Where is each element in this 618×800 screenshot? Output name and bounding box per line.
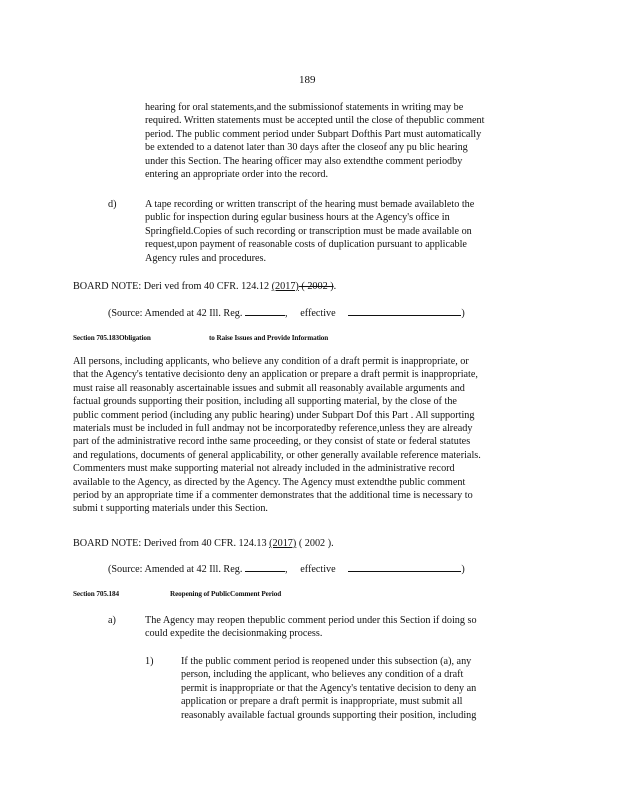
source-1-close: )	[461, 308, 465, 319]
text-line: part of the administrative record inthe same proceeding, or they consist of state or federal statutes	[73, 436, 471, 448]
text-line: must raise all reasonably ascertainable issues and submit all reasonably available arguments and	[73, 382, 465, 394]
item-d-paragraph	[145, 198, 535, 265]
source-2-comma: ,	[284, 564, 288, 575]
text-line: factual grounds supporting their position, including all supporting material, by the close of the	[73, 396, 457, 408]
source-1-comma: ,	[284, 308, 288, 319]
text-line: public comment period (including any public hearing) under Subpart Dof this Part . All supporting	[73, 409, 475, 421]
board-note-2	[73, 537, 334, 550]
text-line: and regulations, documents of general applicability, or other generally available reference materials.	[73, 449, 481, 461]
source-1-effective: effective	[300, 308, 336, 319]
text-line: permit is inappropriate or that the Agency's tentative decision to deny an	[181, 682, 477, 694]
source-2-close: )	[461, 564, 465, 575]
text-line: available to the Agency, as directed by the Agency. The Agency must extendthe public comment	[73, 476, 466, 488]
board-note-2-period: .	[331, 538, 334, 549]
text-line: Springfield.Copies of such recording or transcription must be made available on	[145, 225, 472, 237]
text-line: public for inspection during egular business hours at the Agency's office in	[145, 212, 450, 224]
item-a-paragraph	[145, 614, 535, 641]
text-line: Agency rules and procedures.	[145, 252, 267, 264]
text-line: entering an appropriate order into the record.	[145, 169, 329, 181]
source-2-text: (Source: Amended at 42 Ill. Reg.	[108, 564, 243, 575]
item-d-label: d)	[108, 199, 117, 210]
item-1-paragraph	[181, 655, 531, 722]
board-note-2-text: BOARD NOTE: Derived from 40 CFR. 124.13	[73, 538, 270, 549]
source-1-reg-blank	[245, 306, 285, 316]
text-line: be extended to a datenot later than 30 days after the closeof any pu blic hearing	[145, 142, 468, 154]
text-line: hearing for oral statements,and the submissionof statements in writing may be	[145, 102, 464, 113]
section-184-title: Reopening of PublicComment Period	[170, 590, 282, 598]
section-183-title: to Raise Issues and Provide Information	[209, 334, 329, 342]
source-2-effective: effective	[300, 564, 336, 575]
source-2-reg-blank	[245, 562, 285, 572]
source-2-date-blank	[348, 562, 461, 572]
board-note-1-deleted: ( 2002 )	[298, 281, 334, 292]
item-a-label: a)	[108, 615, 116, 626]
text-line: reasonably available factual grounds supporting their position, including	[181, 709, 477, 721]
board-note-2-year: ( 2002 )	[296, 538, 332, 549]
text-line: A tape recording or written transcript of the hearing must bemade availableto the	[145, 199, 475, 210]
text-line: submi t supporting materials under this Section.	[73, 503, 268, 515]
text-line: All persons, including applicants, who believe any condition of a draft permit is inappropriate, or	[73, 356, 469, 367]
section-183-number: Section 705.183Obligation	[73, 334, 151, 342]
board-note-1-added: (2017)	[271, 281, 299, 292]
section-184-number: Section 705.184	[73, 590, 120, 598]
item-1-label: 1)	[145, 656, 154, 667]
section-183-body	[73, 355, 543, 516]
text-line: materials must be included in full andmay not be incorporatedby reference,unless they are already	[73, 423, 473, 435]
board-note-1-text: BOARD NOTE: Deri ved from 40 CFR. 124.12	[73, 281, 272, 292]
source-1-text: (Source: Amended at 42 Ill. Reg.	[108, 308, 243, 319]
text-line: application or prepare a draft permit is inappropriate, must submit all	[181, 696, 463, 708]
text-line: required. Written statements must be accepted until the close of thepublic comment	[145, 115, 485, 127]
text-line: that the Agency's tentative decisionto deny an application or prepare a draft permit is inappropriate,	[73, 369, 478, 381]
source-note-2	[108, 562, 465, 576]
intro-paragraph	[145, 101, 530, 181]
board-note-1	[73, 280, 336, 293]
board-note-2-added: (2017)	[269, 538, 297, 549]
text-line: could expedite the decisionmaking process.	[145, 628, 323, 640]
text-line: Commenters must make supporting material not already included in the administrative record	[73, 463, 455, 475]
text-line: under this Section. The hearing officer may also extendthe comment periodby	[145, 155, 463, 167]
source-note-1	[108, 306, 465, 320]
text-line: request,upon payment of reasonable costs of duplication pursuant to applicable	[145, 239, 467, 251]
text-line: The Agency may reopen thepublic comment period under this Section if doing so	[145, 615, 477, 626]
page-number: 189	[299, 74, 316, 86]
source-1-date-blank	[348, 306, 461, 316]
board-note-1-period: .	[333, 281, 337, 292]
text-line: period by an appropriate time if a commenter demonstrates that the additional time is necessary to	[73, 490, 473, 502]
text-line: If the public comment period is reopened under this subsection (a), any	[181, 656, 472, 667]
text-line: person, including the applicant, who believes any condition of a draft	[181, 669, 464, 681]
text-line: period. The public comment period under Subpart Dofthis Part must automatically	[145, 128, 482, 140]
